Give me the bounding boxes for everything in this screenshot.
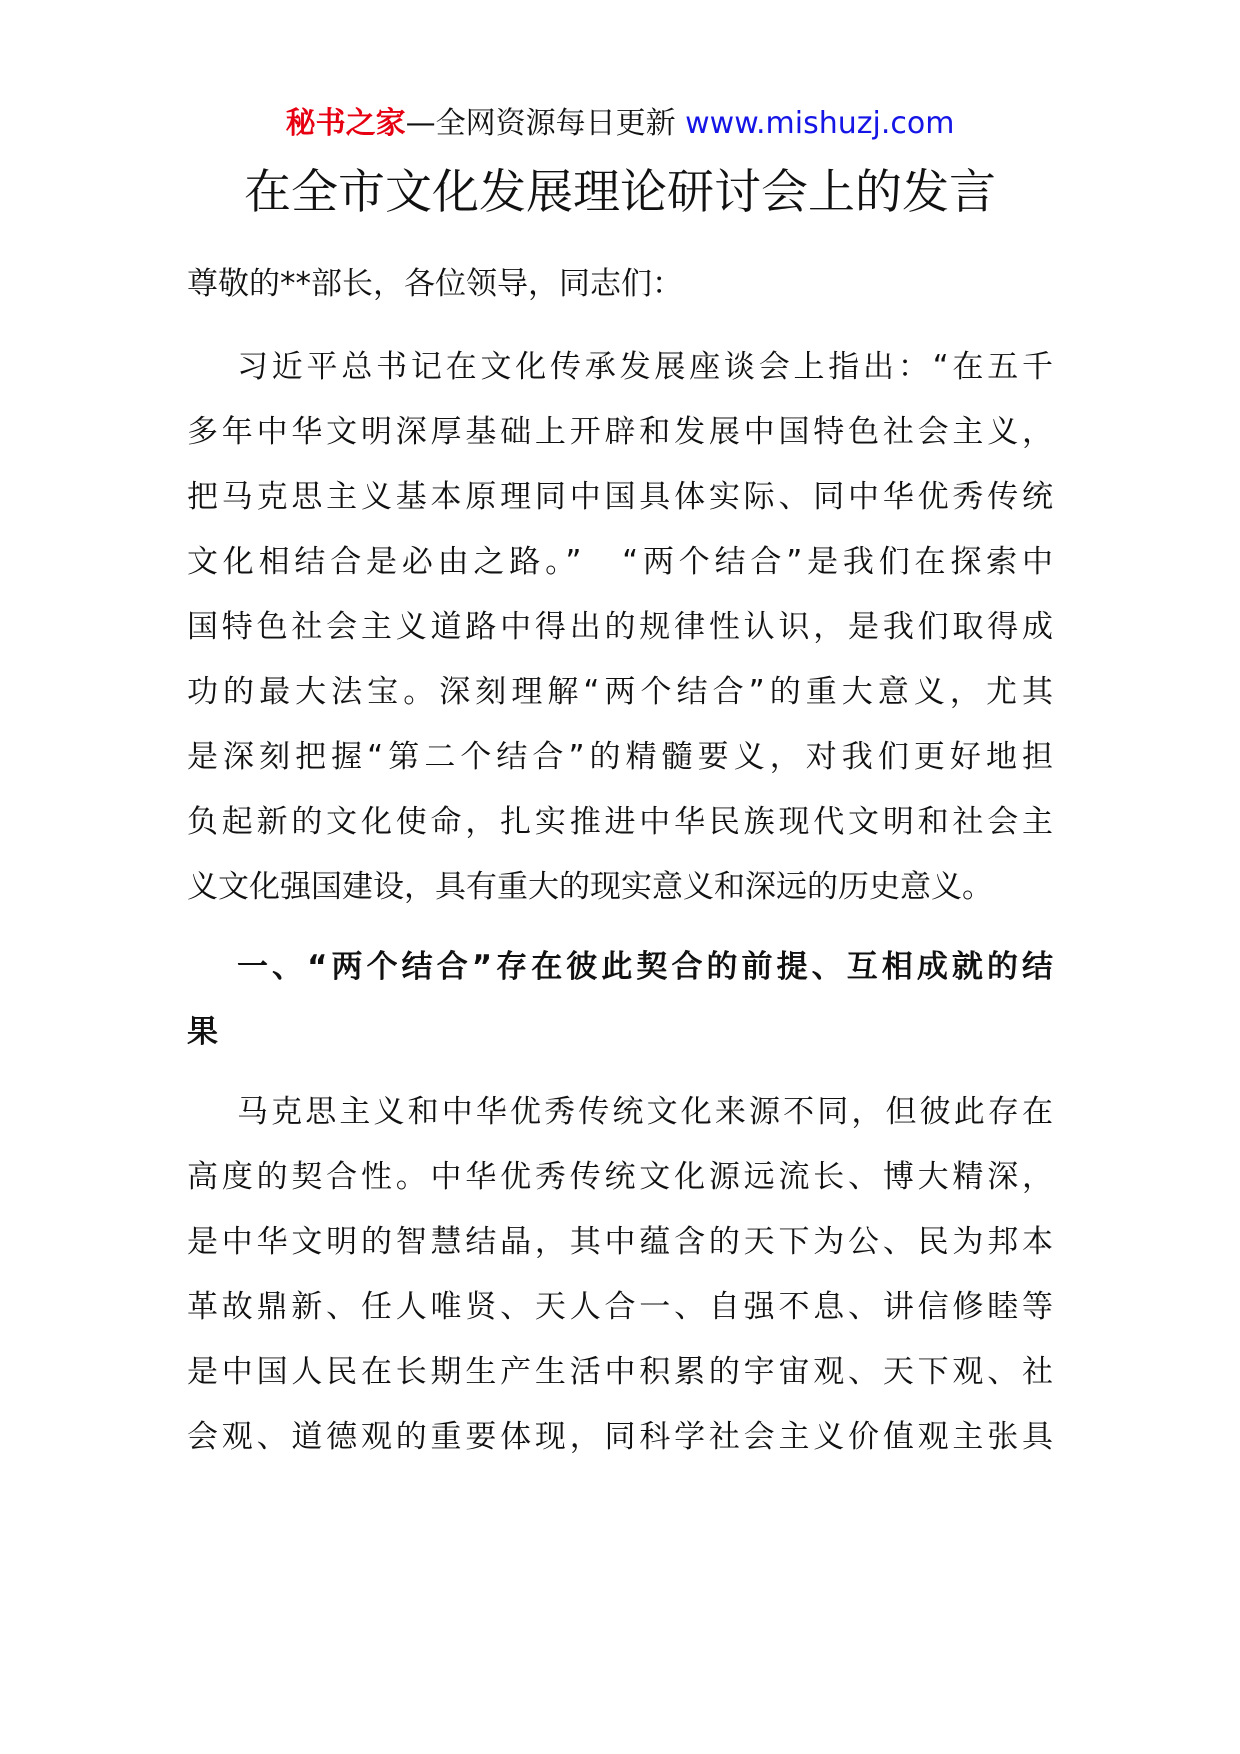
paragraph-line: 是深刻把握“第二个结合”的精髓要义，对我们更好地担 <box>187 739 1053 775</box>
paragraph-line: 多年中华文明深厚基础上开辟和发展中国特色社会主义， <box>187 414 1053 450</box>
salutation <box>187 252 1053 317</box>
paragraph-2 <box>187 1080 1053 1470</box>
heading-line: 一、“两个结合”存在彼此契合的前提、互相成就的结 <box>237 949 1053 985</box>
document-title: 在全市文化发展理论研讨会上的发言 <box>244 165 996 220</box>
paragraph-line: 高度的契合性。中华优秀传统文化源远流长、博大精深， <box>187 1159 1053 1195</box>
section-heading-1 <box>187 935 1053 1065</box>
paragraph-1 <box>187 335 1053 920</box>
paragraph-line: 马克思主义和中华优秀传统文化来源不同，但彼此存在 <box>237 1094 1053 1130</box>
paragraph-line: 文化相结合是必由之路。” “两个结合”是我们在探索中 <box>187 544 1053 580</box>
paragraph-line: 负起新的文化使命，扎实推进中华民族现代文明和社会主 <box>187 804 1053 840</box>
salutation-line: 尊敬的**部长，各位领导，同志们： <box>187 266 683 302</box>
paragraph-line: 革故鼎新、任人唯贤、天人合一、自强不息、讲信修睦等 <box>187 1289 1053 1325</box>
paragraph-line: 把马克思主义基本原理同中国具体实际、同中华优秀传统 <box>187 479 1053 515</box>
site-header <box>0 100 1240 148</box>
heading-line: 果 <box>187 1014 218 1050</box>
paragraph-line: 习近平总书记在文化传承发展座谈会上指出：“在五千 <box>237 349 1053 385</box>
header-tagline: —全网资源每日更新 <box>405 106 686 141</box>
paragraph-line: 功的最大法宝。深刻理解“两个结合”的重大意义，尤其 <box>187 674 1053 710</box>
paragraph-line: 是中华文明的智慧结晶，其中蕴含的天下为公、民为邦本 <box>187 1224 1053 1260</box>
paragraph-line: 义文化强国建设，具有重大的现实意义和深远的历史意义。 <box>187 869 993 905</box>
brand-name: 秘书之家 <box>285 106 406 141</box>
site-url-link[interactable]: www.mishuzj.com <box>685 106 955 141</box>
paragraph-line: 会观、道德观的重要体现，同科学社会主义价值观主张具 <box>187 1419 1053 1455</box>
paragraph-line: 国特色社会主义道路中得出的规律性认识，是我们取得成 <box>187 609 1053 645</box>
paragraph-line: 是中国人民在长期生产生活中积累的宇宙观、天下观、社 <box>187 1354 1053 1390</box>
